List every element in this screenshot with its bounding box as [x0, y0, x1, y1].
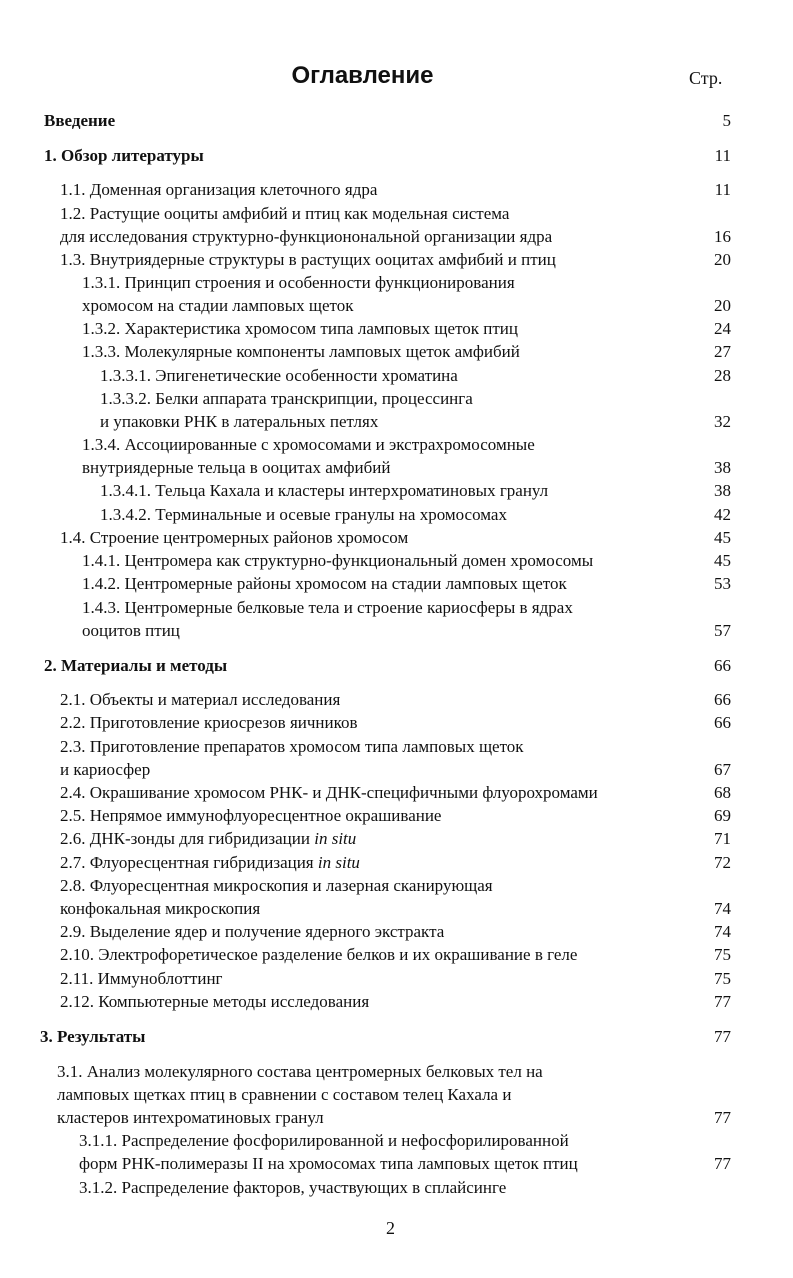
toc-entry: 1.3.3.2. Белки аппарата транскрипции, процессинга: [100, 389, 473, 408]
toc-page-number: 74: [714, 899, 731, 918]
page-title: Оглавление: [291, 62, 434, 89]
toc-entry: кластеров интехроматиновых гранул: [57, 1108, 324, 1127]
toc-page-number: 57: [714, 621, 731, 640]
toc-entry: 2.5. Непрямое иммунофлуоресцентное окрашивание: [60, 806, 442, 825]
toc-page-number: 72: [714, 853, 731, 872]
toc-page-number: 16: [714, 227, 731, 246]
toc-entry: 1.3.4.1. Тельца Кахала и кластеры интерхроматиновых гранул: [100, 481, 549, 500]
toc-entry: 2.3. Приготовление препаратов хромосом типа ламповых щеток: [60, 737, 524, 756]
toc-page-number: 28: [714, 366, 731, 385]
toc-entry: 2.2. Приготовление криосрезов яичников: [60, 713, 358, 732]
toc-entry: 2.1. Объекты и материал исследования: [60, 690, 341, 709]
toc-entry: 1.3.1. Принцип строения и особенности функционирования: [82, 273, 515, 292]
toc-entry: 1.4.3. Центромерные белковые тела и строение кариосферы в ядрах: [82, 598, 573, 617]
toc-entry: хромосом на стадии ламповых щеток: [82, 296, 354, 315]
toc-page-number: 68: [714, 783, 731, 802]
toc-entry: 1. Обзор литературы: [44, 146, 204, 165]
toc-entry: 1.1. Доменная организация клеточного ядра: [60, 180, 378, 199]
page-number-footer: 2: [386, 1218, 395, 1238]
toc-entry: 3.1.1. Распределение фосфорилированной и нефосфорилированной: [79, 1131, 569, 1150]
toc-page-number: 45: [714, 551, 731, 570]
toc-entry: 2.12. Компьютерные методы исследования: [60, 992, 370, 1011]
toc-entry: для исследования структурно-функционональной организации ядра: [60, 227, 553, 246]
toc-page-number: 77: [714, 1027, 731, 1046]
toc-page-number: 24: [714, 319, 731, 338]
toc-page-number: 66: [714, 656, 731, 675]
toc-entry: 1.3. Внутриядерные структуры в растущих ооцитах амфибий и птиц: [60, 250, 556, 269]
toc-page-number: 27: [714, 342, 731, 361]
toc-page-number: 71: [714, 829, 731, 848]
toc-entry: Введение: [44, 111, 116, 130]
toc-page-number: 77: [714, 1154, 731, 1173]
toc-page-number: 66: [714, 690, 731, 709]
toc-page-number: 20: [714, 296, 731, 315]
toc-entry: 2.9. Выделение ядер и получение ядерного экстракта: [60, 922, 445, 941]
toc-entry: 2.4. Окрашивание хромосом РНК- и ДНК-специфичными флуорохромами: [60, 783, 598, 802]
toc-entry: 1.3.3.1. Эпигенетические особенности хроматина: [100, 366, 458, 385]
toc-entry: ламповых щетках птиц в сравнении с составом телец Кахала и: [57, 1085, 512, 1104]
toc-entry: конфокальная микроскопия: [60, 899, 261, 918]
toc-page-number: 75: [714, 969, 731, 988]
page-column-label: Стр.: [689, 68, 723, 88]
toc-page-number: 11: [714, 180, 731, 199]
toc-page-number: 11: [714, 146, 731, 165]
toc-entry: 1.3.3. Молекулярные компоненты ламповых щеток амфибий: [82, 342, 520, 361]
toc-entry: форм РНК-полимеразы II на хромосомах типа ламповых щеток птиц: [79, 1154, 578, 1173]
toc-entry: внутриядерные тельца в ооцитах амфибий: [82, 458, 391, 477]
toc-entry: 2.10. Электрофоретическое разделение белков и их окрашивание в геле: [60, 945, 578, 964]
toc-entry: 3.1.2. Распределение факторов, участвующих в сплайсинге: [79, 1178, 507, 1197]
toc-entry: 1.3.4. Ассоциированные с хромосомами и экстрахромосомные: [82, 435, 535, 454]
toc-page-number: 5: [722, 111, 731, 130]
toc-page-number: 69: [714, 806, 731, 825]
toc-page-number: 45: [714, 528, 731, 547]
toc-entry: 1.4.1. Центромера как структурно-функциональный домен хромосомы: [82, 551, 594, 570]
toc-entry: 2.8. Флуоресцентная микроскопия и лазерная сканирующая: [60, 876, 493, 895]
toc-entry: 2.6. ДНК-зонды для гибридизации in situ: [60, 829, 357, 848]
toc-entry: 1.2. Растущие ооциты амфибий и птиц как модельная система: [60, 204, 510, 223]
toc-entry: 1.4. Строение центромерных районов хромосом: [60, 528, 409, 547]
toc-entry: 1.3.4.2. Терминальные и осевые гранулы на хромосомах: [100, 505, 507, 524]
toc-page-number: 38: [714, 481, 731, 500]
toc-entry: 3. Результаты: [40, 1027, 146, 1046]
toc-entry: и упаковки РНК в латеральных петлях: [100, 412, 379, 431]
toc-page-number: 20: [714, 250, 731, 269]
toc-entry: 1.3.2. Характеристика хромосом типа ламповых щеток птиц: [82, 319, 519, 338]
toc-page-number: 32: [714, 412, 731, 431]
toc-page-number: 42: [714, 505, 731, 524]
toc-entry: 2.7. Флуоресцентная гибридизация in situ: [60, 853, 360, 872]
toc-page-number: 77: [714, 1108, 731, 1127]
toc-page-number: 53: [714, 574, 731, 593]
toc-page-number: 67: [714, 760, 731, 779]
toc-page-number: 77: [714, 992, 731, 1011]
toc-page-number: 75: [714, 945, 731, 964]
toc-entry: 3.1. Анализ молекулярного состава центромерных белковых тел на: [57, 1062, 543, 1081]
toc-entry: и кариосфер: [60, 760, 151, 779]
toc-page-number: 66: [714, 713, 731, 732]
toc-entry: 1.4.2. Центромерные районы хромосом на стадии ламповых щеток: [82, 574, 567, 593]
toc-entry: 2. Материалы и методы: [44, 656, 228, 675]
toc-entry: ооцитов птиц: [82, 621, 180, 640]
toc-page-number: 74: [714, 922, 731, 941]
toc-entry: 2.11. Иммуноблоттинг: [60, 969, 223, 988]
toc-page-number: 38: [714, 458, 731, 477]
